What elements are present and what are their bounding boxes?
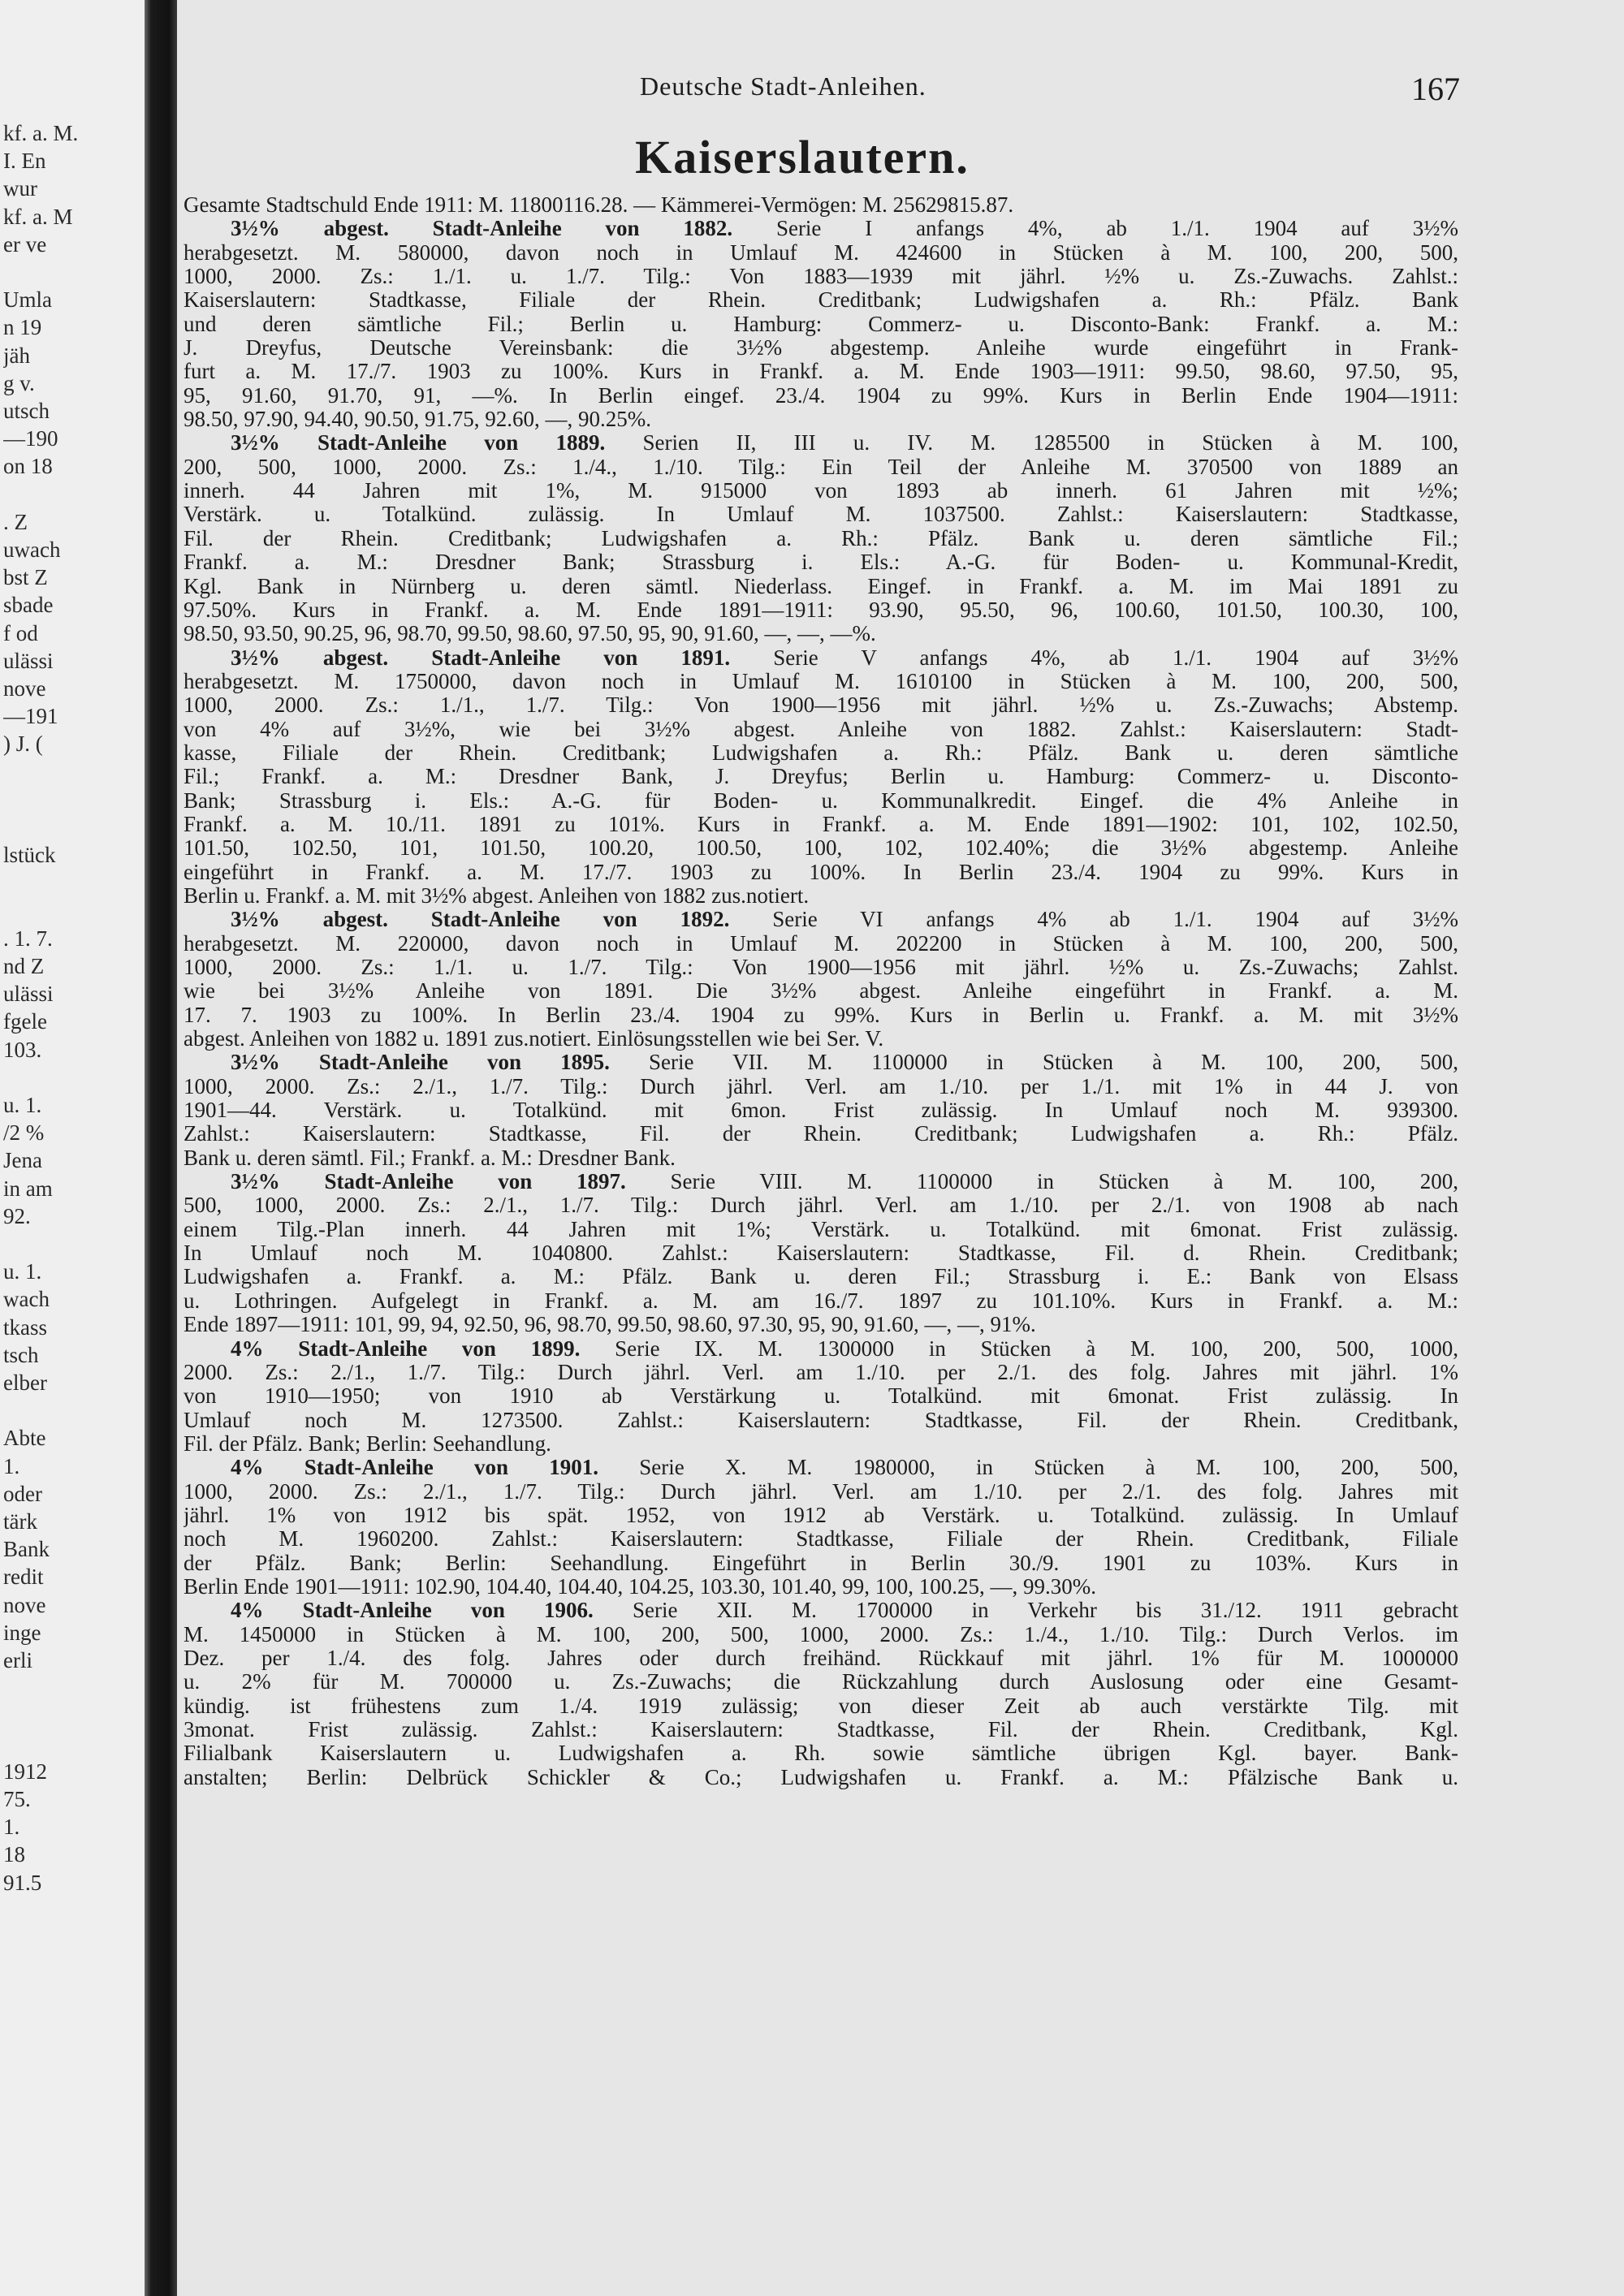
text-line (184, 527, 1458, 550)
text-line (184, 313, 1458, 336)
line-text: Umlauf noch M. 1273500. Zahlst.: Kaiserslautern: Stadtkasse, Fil. der Rhein. Creditbank, (184, 1408, 1458, 1432)
previous-page-fragment: Bank (3, 1537, 50, 1562)
text-line (184, 1766, 1458, 1789)
loan-entry-heading-line (184, 1170, 1458, 1193)
line-text: abgest. Anleihen von 1882 u. 1891 zus.notiert. Einlösungsstellen wie bei Ser. V. (184, 1027, 884, 1051)
previous-page-fragment: I. En (3, 149, 46, 174)
previous-page-fragment: 103. (3, 1037, 42, 1062)
text-line (184, 1027, 1458, 1051)
previous-page-fragment: er ve (3, 231, 47, 257)
text-line (184, 1623, 1458, 1646)
line-text: Frankf. a. M. 10./11. 1891 zu 101%. Kurs in Frankf. a. M. Ende 1891—1902: 101, 102, 102.50, (184, 812, 1458, 836)
text-line (184, 1409, 1458, 1432)
loan-title: 4% Stadt-Anleihe von 1901. (231, 1456, 599, 1480)
previous-page-fragment: 1. (3, 1815, 20, 1840)
text-line (184, 241, 1458, 265)
line-text: 1000, 2000. Zs.: 2./1., 1./7. Tilg.: Durch jährl. Verl. am 1./10. per 1./1. mit 1% in 44 J. von (184, 1074, 1458, 1098)
line-text: Ende 1897—1911: 101, 99, 94, 92.50, 96, 98.70, 99.50, 98.60, 97.30, 95, 90, 91.60, —, —, 91%. (184, 1313, 1036, 1337)
loan-title: 4% Stadt-Anleihe von 1899. (231, 1336, 581, 1361)
previous-page-fragment: f od (3, 620, 38, 645)
line-text: Kgl. Bank in Nürnberg u. deren sämtl. Niederlass. Eingef. in Frankf. a. M. im Mai 1891 zu (184, 574, 1458, 598)
previous-page-fragment: kf. a. M (3, 204, 73, 229)
line-text: M. 1450000 in Stücken à M. 100, 200, 500, 1000, 2000. Zs.: 1./4., 1./10. Tilg.: Durch Verlos. im (184, 1622, 1458, 1646)
text-line (184, 622, 1458, 645)
loan-title: 3½% abgest. Stadt-Anleihe von 1892. (231, 908, 730, 932)
line-text: 200, 500, 1000, 2000. Zs.: 1./4., 1./10. Tilg.: Ein Teil der Anleihe M. 370500 von 1889 an (184, 455, 1458, 479)
previous-page-fragment: tsch (3, 1342, 39, 1367)
text-line (184, 1098, 1458, 1122)
section-title: Kaiserslautern. (635, 131, 970, 183)
line-text: J. Dreyfus, Deutsche Vereinsbank: die 3½% abgestemp. Anleihe wurde eingeführt in Frank- (184, 336, 1458, 360)
text-line (184, 1741, 1458, 1765)
previous-page-fragment: n 19 (3, 315, 42, 340)
body-text (184, 193, 1458, 1789)
loan-title: 4% Stadt-Anleihe von 1906. (231, 1599, 594, 1623)
previous-page-fragment: . 1. 7. (3, 926, 53, 951)
text-line (184, 360, 1458, 383)
previous-page-fragment: ulässi (3, 648, 54, 673)
line-text: In Umlauf noch M. 1040800. Zahlst.: Kaiserslautern: Stadtkasse, Fil. d. Rhein. Creditbank; (184, 1241, 1458, 1266)
text-line (184, 598, 1458, 622)
line-text: 17. 7. 1903 zu 100%. In Berlin 23./4. 1904 zu 99%. Kurs in Berlin u. Frankf. a. M. mit 3½% (184, 1003, 1458, 1027)
text-line (184, 884, 1458, 908)
line-text: Bank u. deren sämtl. Fil.; Frankf. a. M.: Dresdner Bank. (184, 1146, 676, 1170)
text-line (184, 575, 1458, 598)
text-line (184, 789, 1458, 813)
line-text: Serie VIII. M. 1100000 in Stücken à M. 100, 200, (625, 1170, 1458, 1194)
loan-entry-heading-line (184, 646, 1458, 670)
previous-page-fragment: Umla (3, 287, 52, 313)
text-line (184, 1361, 1458, 1384)
line-text: kündig. ist frühestens zum 1./4. 1919 zulässig; von dieser Zeit ab auch verstärkte Tilg. mit (184, 1694, 1458, 1718)
text-line (184, 741, 1458, 765)
line-text: Gesamte Stadtschuld Ende 1911: M. 11800116.28. — Kämmerei-Vermögen: M. 25629815.87. (184, 193, 1014, 217)
previous-page-fragment: sbade (3, 593, 54, 618)
line-text: 98.50, 97.90, 94.40, 90.50, 91.75, 92.60, —, 90.25%. (184, 408, 651, 432)
loan-entry-heading-line (184, 908, 1458, 931)
previous-page-fragment: nd Z (3, 954, 45, 978)
line-text: eingeführt in Frankf. a. M. 17./7. 1903 zu 100%. In Berlin 23./4. 1904 zu 99%. Kurs in (184, 860, 1458, 884)
line-text: 101.50, 102.50, 101, 101.50, 100.20, 100.50, 100, 102, 102.40%; die 3½% abgestemp. Anleihe (184, 836, 1458, 861)
line-text: Zahlst.: Kaiserslautern: Stadtkasse, Fil. der Rhein. Creditbank; Ludwigshafen a. Rh.: Pfälz. (184, 1122, 1458, 1146)
line-text: Ludwigshafen a. Frankf. a. M.: Pfälz. Bank u. deren Fil.; Strassburg i. E.: Bank von Elsass (184, 1265, 1458, 1289)
book-gutter-shadow (145, 0, 177, 2296)
previous-page-fragment: nove (3, 676, 46, 701)
line-text: 95, 91.60, 91.70, 91, —%. In Berlin eingef. 23./4. 1904 zu 99%. Kurs in Berlin Ende 1904—1911: (184, 383, 1458, 408)
loan-entry-heading-line (184, 1337, 1458, 1361)
line-text: von 1910—1950; von 1910 ab Verstärkung u. Totalkünd. mit 6monat. Frist zulässig. In (184, 1384, 1458, 1409)
line-text: herabgesetzt. M. 220000, davon noch in Umlauf M. 202200 in Stücken à M. 100, 200, 500, (184, 931, 1458, 956)
line-text: anstalten; Berlin: Delbrück Schickler & Co.; Ludwigshafen u. Frankf. a. M.: Pfälzische Bank u. (184, 1765, 1458, 1789)
previous-page-fragment: nove (3, 1592, 46, 1617)
text-line (184, 1193, 1458, 1217)
loan-entry-heading-line (184, 1051, 1458, 1074)
previous-page-fragment: g v. (3, 370, 35, 395)
loan-title: 3½% Stadt-Anleihe von 1895. (231, 1051, 610, 1075)
previous-page-fragment: utsch (3, 399, 50, 423)
previous-page-fragment: u. 1. (3, 1093, 42, 1117)
text-line (184, 1480, 1458, 1504)
line-text: und deren sämtliche Fil.; Berlin u. Hamburg: Commerz- u. Disconto-Bank: Frankf. a. M.: (184, 312, 1458, 336)
line-text: Filialbank Kaiserslautern u. Ludwigshafen a. Rh. sowie sämtliche übrigen Kgl. bayer. Bank- (184, 1741, 1458, 1766)
previous-page-fragment: redit (3, 1564, 44, 1590)
line-text: 1000, 2000. Zs.: 1./1., 1./7. Tilg.: Von 1900—1956 mit jährl. ½% u. Zs.-Zuwachs; Abstemp. (184, 693, 1458, 718)
loan-entry-heading-line (184, 431, 1458, 455)
previous-page-fragment: 92. (3, 1203, 31, 1228)
previous-page-fragment: —190 (3, 426, 58, 451)
line-text: 500, 1000, 2000. Zs.: 2./1., 1./7. Tilg.: Durch jährl. Verl. am 1./10. per 2./1. von 1908 ab nach (184, 1193, 1458, 1218)
line-text: 98.50, 93.50, 90.25, 96, 98.70, 99.50, 98.60, 97.50, 95, 90, 91.60, —, —, —%. (184, 622, 876, 646)
previous-page-fragment: tärk (3, 1509, 37, 1534)
line-text: Serie XII. M. 1700000 in Verkehr bis 31./12. 1911 gebracht (593, 1599, 1458, 1623)
previous-page-fragment: Abte (3, 1426, 46, 1451)
line-text: kasse, Filiale der Rhein. Creditbank; Ludwigshafen a. Rh.: Pfälz. Bank u. deren sämtliche (184, 740, 1458, 765)
line-text: Berlin u. Frankf. a. M. mit 3½% abgest. Anleihen von 1882 zus.notiert. (184, 883, 810, 908)
previous-page-fragment: tkass (3, 1314, 47, 1340)
previous-page-fragment: 18 (3, 1842, 25, 1867)
text-line (184, 1289, 1458, 1313)
text-line (184, 861, 1458, 884)
previous-page-fragment: fgele (3, 1009, 47, 1034)
text-line (184, 550, 1458, 574)
previous-page-fragment: lstück (3, 843, 56, 868)
previous-page-fragment: inge (3, 1620, 41, 1645)
previous-page-fragment: 75. (3, 1787, 31, 1811)
previous-page-fragment: —191 (3, 704, 58, 729)
text-line (184, 693, 1458, 717)
text-line (184, 1527, 1458, 1551)
text-line (184, 1075, 1458, 1098)
text-line (184, 956, 1458, 979)
previous-page-fragment: u. 1. (3, 1259, 42, 1284)
previous-page-fragment: wach (3, 1287, 50, 1312)
previous-page-fragment: in am (3, 1176, 53, 1201)
previous-page-fragment: ulässi (3, 982, 54, 1007)
text-line (184, 670, 1458, 693)
text-line (184, 1718, 1458, 1741)
previous-page-fragment: ) J. ( (3, 732, 43, 757)
text-line (184, 1432, 1458, 1456)
text-line (184, 1670, 1458, 1694)
line-text: Serie V anfangs 4%, ab 1./1. 1904 auf 3½% (730, 645, 1458, 670)
text-line (184, 1122, 1458, 1146)
loan-entry-heading-line (184, 1599, 1458, 1622)
previous-page-fragment: elber (3, 1370, 47, 1395)
previous-page-fragment: Jena (3, 1148, 42, 1173)
text-line (184, 384, 1458, 408)
previous-page-fragment: bst Z (3, 565, 48, 590)
line-text: innerh. 44 Jahren mit 1%, M. 915000 von 1893 ab innerh. 61 Jahren mit ½%; (184, 479, 1458, 503)
previous-page-fragment: uwach (3, 537, 61, 562)
loan-title: 3½% abgest. Stadt-Anleihe von 1882. (231, 217, 733, 241)
text-line (184, 1218, 1458, 1241)
line-text: 1000, 2000. Zs.: 1./1. u. 1./7. Tilg.: Von 1900—1956 mit jährl. ½% u. Zs.-Zuwachs; Zahlst. (184, 956, 1458, 979)
text-line (184, 813, 1458, 836)
line-text: Bank; Strassburg i. Els.: A.-G. für Boden- u. Kommunalkredit. Eingef. die 4% Anleihe in (184, 788, 1458, 813)
text-line (184, 1552, 1458, 1575)
line-text: furt a. M. 17./7. 1903 zu 100%. Kurs in Frankf. a. M. Ende 1903—1911: 99.50, 98.60, 97.50, 95, (184, 360, 1458, 384)
text-line (184, 1241, 1458, 1265)
line-text: 1901—44. Verstärk. u. Totalkünd. mit 6mon. Frist zulässig. In Umlauf noch M. 939300. (184, 1098, 1458, 1123)
line-text: Serien II, III u. IV. M. 1285500 in Stücken à M. 100, (605, 431, 1458, 455)
line-text: Serie IX. M. 1300000 in Stücken à M. 100, 200, 500, 1000, (580, 1336, 1458, 1361)
loan-title: 3½% Stadt-Anleihe von 1889. (231, 431, 606, 455)
line-text: Serie VII. M. 1100000 in Stücken à M. 100, 200, 500, (609, 1051, 1458, 1075)
text-line (184, 455, 1458, 479)
text-line (184, 1694, 1458, 1718)
text-line (184, 765, 1458, 788)
text-line (184, 1575, 1458, 1599)
line-text: Serie X. M. 1980000, in Stücken à M. 100, 200, 500, (598, 1456, 1458, 1480)
text-line (184, 932, 1458, 956)
text-line (184, 1504, 1458, 1527)
line-text: wie bei 3½% Anleihe von 1891. Die 3½% abgest. Anleihe eingeführt in Frankf. a. M. (184, 979, 1458, 1003)
line-text: von 4% auf 3½%, wie bei 3½% abgest. Anleihe von 1882. Zahlst.: Kaiserslautern: Stadt- (184, 717, 1458, 741)
book-page (177, 0, 1624, 2296)
previous-page-fragment: erli (3, 1648, 32, 1672)
line-text: 3monat. Frist zulässig. Zahlst.: Kaiserslautern: Stadtkasse, Fil. der Rhein. Creditbank, Kgl. (184, 1718, 1458, 1741)
loan-entry-heading-line (184, 217, 1458, 240)
previous-page-fragment: . Z (3, 509, 28, 534)
line-text: der Pfälz. Bank; Berlin: Seehandlung. Eingeführt in Berlin 30./9. 1901 zu 103%. Kurs in (184, 1551, 1458, 1575)
text-line (184, 503, 1458, 526)
line-text: 2000. Zs.: 2./1., 1./7. Tilg.: Durch jährl. Verl. am 1./10. per 2./1. des folg. Jahres mit jährl. 1% (184, 1360, 1458, 1384)
line-text: Serie I anfangs 4%, ab 1./1. 1904 auf 3½% (732, 217, 1458, 241)
line-text: Kaiserslautern: Stadtkasse, Filiale der Rhein. Creditbank; Ludwigshafen a. Rh.: Pfälz. Bank (184, 288, 1458, 313)
line-text: 1000, 2000. Zs.: 1./1. u. 1./7. Tilg.: Von 1883—1939 mit jährl. ½% u. Zs.-Zuwachs. Zahlst.: (184, 265, 1458, 289)
text-line (184, 836, 1458, 860)
line-text: Fil. der Rhein. Creditbank; Ludwigshafen a. Rh.: Pfälz. Bank u. deren sämtliche Fil.; (184, 526, 1458, 550)
line-text: noch M. 1960200. Zahlst.: Kaiserslautern: Stadtkasse, Filiale der Rhein. Creditbank, Filiale (184, 1527, 1458, 1552)
line-text: Frankf. a. M.: Dresdner Bank; Strassburg i. Els.: A.-G. für Boden- u. Kommunal-Kredit, (184, 550, 1458, 575)
line-text: Verstärk. u. Totalkünd. zulässig. In Umlauf M. 1037500. Zahlst.: Kaiserslautern: Stadtkasse, (184, 503, 1458, 527)
previous-page-fragment: jäh (3, 343, 30, 368)
text-line (184, 479, 1458, 503)
previous-page-fragment: wur (3, 176, 37, 201)
text-line (184, 1384, 1458, 1408)
text-line (184, 336, 1458, 360)
line-text: einem Tilg.-Plan innerh. 44 Jahren mit 1%; Verstärk. u. Totalkünd. mit 6monat. Frist zulässig. (184, 1217, 1458, 1241)
previous-page-fragment: on 18 (3, 454, 53, 479)
line-text: 97.50%. Kurs in Frankf. a. M. Ende 1891—1911: 93.90, 95.50, 96, 100.60, 101.50, 100.30, 100, (184, 598, 1458, 622)
text-line (184, 265, 1458, 288)
line-text: Serie VI anfangs 4% ab 1./1. 1904 auf 3½% (729, 908, 1458, 932)
previous-page-fragment: 91.5 (3, 1870, 42, 1895)
line-text: Fil.; Frankf. a. M.: Dresdner Bank, J. Dreyfus; Berlin u. Hamburg: Commerz- u. Disconto- (184, 765, 1458, 789)
line-text: Dez. per 1./4. des folg. Jahres oder durch freihänd. Rückkauf mit jährl. 1% für M. 1000000 (184, 1646, 1458, 1670)
text-line (184, 1146, 1458, 1170)
text-line (184, 979, 1458, 1003)
previous-page-fragment: 1. (3, 1453, 20, 1478)
line-text: 1000, 2000. Zs.: 2./1., 1./7. Tilg.: Durch jährl. Verl. am 1./10. per 2./1. des folg. Jahres mit (184, 1479, 1458, 1504)
previous-page-fragment: kf. a. M. (3, 121, 79, 145)
previous-page-fragment: oder (3, 1481, 42, 1506)
text-line (184, 1313, 1458, 1336)
line-text: herabgesetzt. M. 580000, davon noch in Umlauf M. 424600 in Stücken à M. 100, 200, 500, (184, 240, 1458, 265)
line-text: herabgesetzt. M. 1750000, davon noch in Umlauf M. 1610100 in Stücken à M. 100, 200, 500, (184, 669, 1458, 693)
previous-page-fragment: /2 % (3, 1120, 45, 1146)
text-line (184, 408, 1458, 431)
loan-title: 3½% Stadt-Anleihe von 1897. (231, 1170, 626, 1194)
text-line (184, 718, 1458, 741)
text-line (184, 1003, 1458, 1027)
previous-page-fragment: 1912 (3, 1759, 47, 1784)
text-line (184, 1265, 1458, 1288)
line-text: u. Lothringen. Aufgelegt in Frankf. a. M. am 16./7. 1897 zu 101.10%. Kurs in Frankf. a. M.: (184, 1288, 1458, 1313)
loan-title: 3½% abgest. Stadt-Anleihe von 1891. (231, 645, 731, 670)
page-number: 167 (1411, 71, 1460, 107)
loan-entry-heading-line (184, 1456, 1458, 1479)
text-line (184, 288, 1458, 312)
line-text: jährl. 1% von 1912 bis spät. 1952, von 1912 ab Verstärk. u. Totalkünd. zulässig. In Umlauf (184, 1503, 1458, 1527)
line-text: Berlin Ende 1901—1911: 102.90, 104.40, 104.40, 104.25, 103.30, 101.40, 99, 100, 100.25, —, 99.30%. (184, 1574, 1096, 1599)
line-text: u. 2% für M. 700000 u. Zs.-Zuwachs; die Rückzahlung durch Auslosung oder eine Gesamt- (184, 1670, 1458, 1694)
text-line (184, 193, 1458, 217)
running-head: Deutsche Stadt-Anleihen. (640, 71, 926, 101)
text-line (184, 1646, 1458, 1670)
line-text: Fil. der Pfälz. Bank; Berlin: Seehandlung. (184, 1431, 551, 1456)
previous-page-edge (0, 0, 145, 2296)
